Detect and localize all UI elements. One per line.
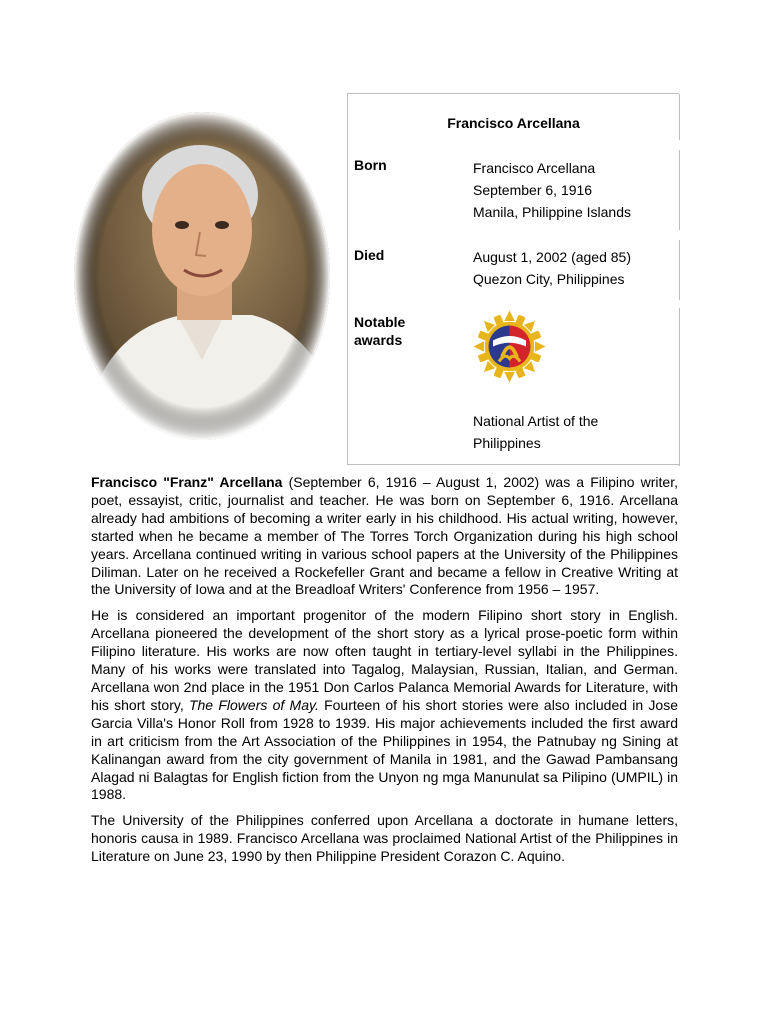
died-line: Quezon City, Philippines xyxy=(473,271,625,287)
awards-label-line: awards xyxy=(354,332,403,348)
award-line: National Artist of the xyxy=(473,413,599,429)
paragraph-2 xyxy=(91,607,678,804)
infobox xyxy=(347,93,679,465)
portrait-photo xyxy=(72,110,332,442)
died-label: Died xyxy=(354,247,385,263)
awards-label-line: Notable xyxy=(354,314,406,330)
paragraph-1 xyxy=(91,474,678,599)
paragraph-text: Fourteen of his short stories were also included in Jose Garcia Villa's Honor Roll from 1928 to 1939. His major achievements included the first award in art criticism from the Art Association of the Philippines in 1954, the Patnubay ng Sining at Kalinangan award from the city government of Manila in 1981, and the Gawad Pambansang Alagad ni Balagtas for English fiction from the Unyon ng mga Manunulat sa Pilipino (UMPIL) in 1988. xyxy=(91,696,678,803)
born-label: Born xyxy=(354,157,387,173)
paragraph-3: The University of the Philippines conferred upon Arcellana a doctorate in humane letters, honoris causa in 1989. Francisco Arcellana was proclaimed National Artist of the Philippines in Literature on June 23, 1990 by then Philippine President Corazon C. Aquino. xyxy=(91,812,678,865)
subject-name: Francisco "Franz" Arcellana xyxy=(91,474,283,490)
infobox-title: Francisco Arcellana xyxy=(447,115,580,131)
born-line: September 6, 1916 xyxy=(473,182,593,198)
born-line: Manila, Philippine Islands xyxy=(473,204,631,220)
award-value xyxy=(473,410,598,454)
portrait-image xyxy=(72,110,332,442)
paragraph-text: He is considered an important progenitor of the modern Filipino short story in English. Arcellana pioneered the development of the short story as a lyrical prose-poetic form within Filipino literature. His works are now often taught in tertiary-level syllabi in the Philippines. Many of his works were translated into Tagalog, Malaysian, Russian, Italian, and German. Arcellana won 2nd place in the 1951 Don Carlos Palanca Memorial Awards for Literature, with his short story, xyxy=(91,607,678,713)
born-value xyxy=(473,157,631,223)
story-title: The Flowers of May. xyxy=(188,696,319,713)
born-line: Francisco Arcellana xyxy=(473,160,596,176)
died-line: August 1, 2002 (aged 85) xyxy=(473,249,632,265)
award-line: Philippines xyxy=(473,435,541,451)
article-body xyxy=(91,474,678,874)
died-value xyxy=(473,246,631,290)
infobox-edge xyxy=(679,94,680,140)
infobox-edge xyxy=(679,150,680,230)
awards-label xyxy=(354,313,405,349)
infobox-edge xyxy=(679,240,680,300)
national-artist-medal-icon xyxy=(472,309,547,384)
paragraph-text: (September 6, 1916 – August 1, 2002) was a Filipino writer, poet, essayist, critic, journalist and teacher. He was born on September 6, 1916. Arcellana already had ambitions of becoming a writer early in his childhood. His actual writing, however, started when he became a member of The Torres Torch Organization during his high school years. Arcellana continued writing in various school papers at the University of the Philippines Diliman. Later on he received a Rockefeller Grant and became a fellow in Creative Writing at the University of Iowa and at the Breadloaf Writers' Conference from 1956 – 1957. xyxy=(91,474,678,598)
infobox-edge xyxy=(679,308,680,466)
